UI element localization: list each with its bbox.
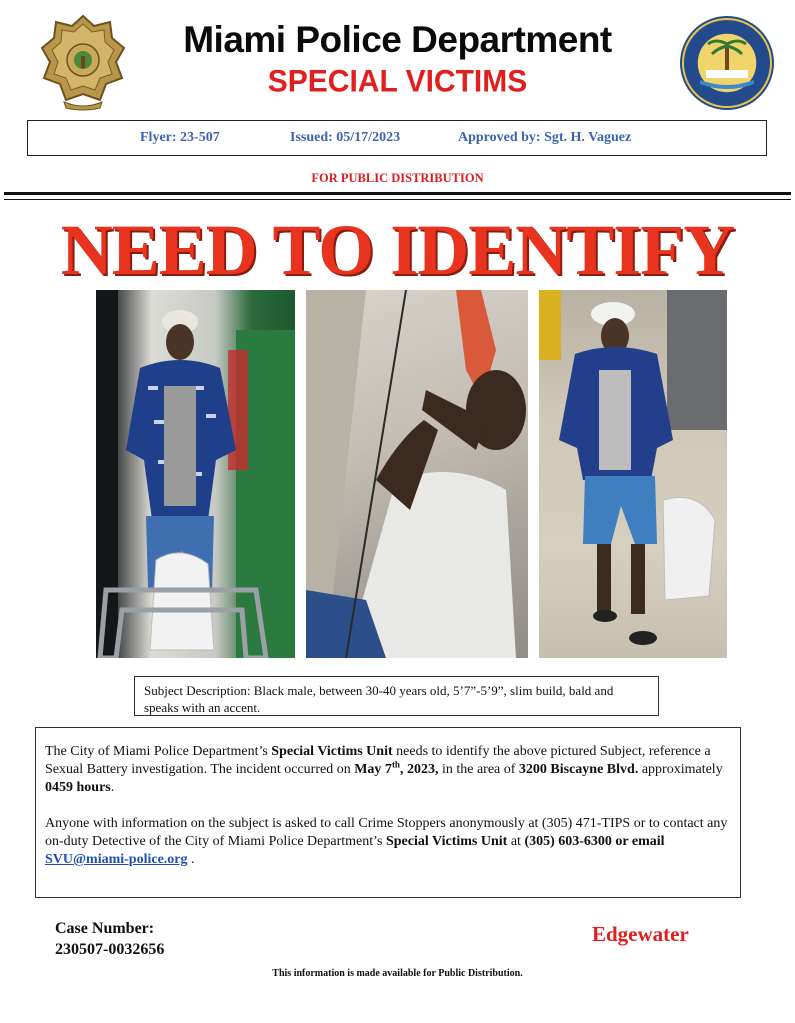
public-distribution-label: FOR PUBLIC DISTRIBUTION xyxy=(311,171,484,185)
body-text: needs to identify the above pictured Subject, reference a Sexual Battery investigation. The incident occurred on xyxy=(45,744,711,777)
unit-name: Special Victims Unit xyxy=(271,744,393,759)
footer-note: This information is made available for Public Distribution. xyxy=(272,968,523,979)
unit-name: Special Victims Unit xyxy=(385,834,508,849)
incident-details-box xyxy=(35,727,741,898)
incident-paragraph xyxy=(45,743,731,797)
contact-paragraph xyxy=(45,815,731,869)
incident-location: 3200 Biscayne Blvd. xyxy=(518,762,639,777)
unit-title: SPECIAL VICTIMS xyxy=(267,64,528,99)
body-text: . xyxy=(110,780,115,795)
divider xyxy=(4,199,791,200)
approved-by: Approved by: Sgt. H. Vaguez xyxy=(458,130,632,145)
surveillance-photo-2 xyxy=(306,290,528,658)
body-text: Anyone with information on the subject is asked to call Crime Stoppers anonymously at (305) 471-TIPS or to contact any on-duty Detective of the City of Miami Police Department’s xyxy=(45,816,728,849)
body-text: . xyxy=(187,852,195,867)
flyer-info-box xyxy=(27,120,767,156)
divider xyxy=(4,192,791,195)
surveillance-photo-1 xyxy=(96,290,295,658)
contact-phone: (305) 603-6300 or email xyxy=(524,834,665,849)
flyer-number: Flyer: 23-507 xyxy=(140,130,220,145)
issued-date: Issued: 05/17/2023 xyxy=(290,130,401,145)
case-number: 230507-0032656 xyxy=(55,941,165,958)
incident-time: 0459 hours xyxy=(45,780,111,795)
case-number-label: Case Number: xyxy=(55,920,155,937)
headline: NEED TO IDENTIFY xyxy=(60,210,735,290)
incident-date: May 7th, 2023, xyxy=(354,759,439,777)
email-link[interactable]: SVU@miami-police.org xyxy=(45,852,188,867)
area-label: Edgewater xyxy=(592,922,689,946)
department-title: Miami Police Department xyxy=(183,19,612,60)
subject-description: Subject Description: Black male, between 30-40 years old, 5’7”-5’9”, slim build, bald and speaks with an accent. xyxy=(134,676,659,716)
body-text: The City of Miami Police Department’s xyxy=(45,744,272,759)
city-of-miami-seal-icon xyxy=(676,14,778,112)
surveillance-photo-3 xyxy=(539,290,727,658)
body-text: in the area of xyxy=(438,762,519,777)
body-text: approximately xyxy=(638,762,723,777)
body-text: at xyxy=(507,834,525,849)
